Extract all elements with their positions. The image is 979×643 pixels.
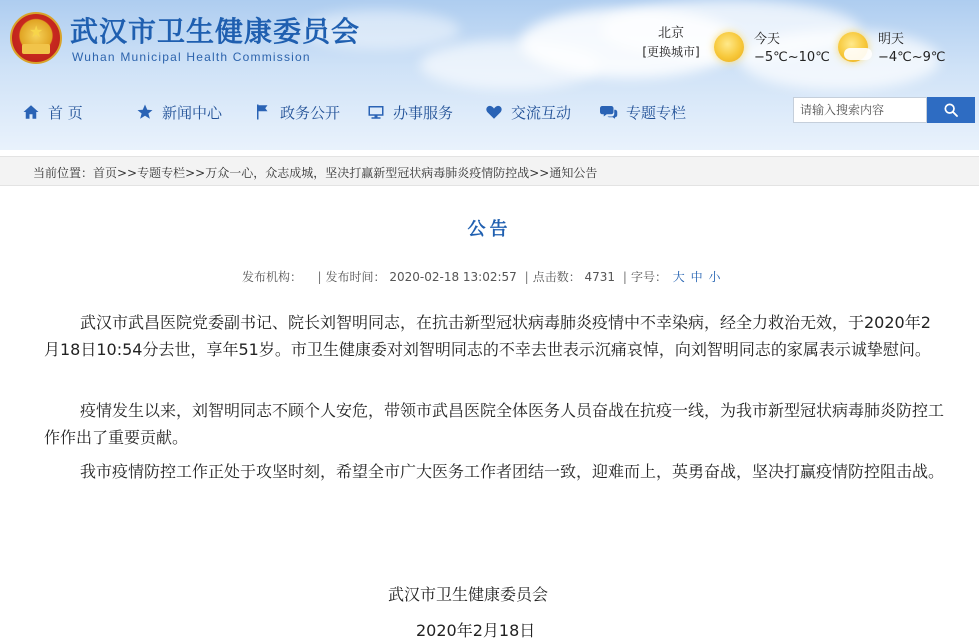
site-subtitle: Wuhan Municipal Health Commission bbox=[72, 50, 311, 64]
city-name: 北京 bbox=[657, 26, 684, 41]
weather-today-label: 今天 bbox=[754, 32, 781, 47]
nav-news[interactable] bbox=[136, 101, 222, 123]
search-input[interactable] bbox=[793, 97, 927, 123]
site-title[interactable]: 武汉市卫生健康委员会 bbox=[70, 15, 361, 48]
nav-interact[interactable] bbox=[485, 101, 571, 123]
chat-icon bbox=[600, 103, 618, 121]
nav-affairs-label: 政务公开 bbox=[280, 103, 341, 122]
publish-time-label: 发布时间： bbox=[325, 270, 386, 284]
weather-today-temp: −5℃~10℃ bbox=[754, 50, 830, 65]
click-count-label: 点击数： bbox=[532, 270, 581, 284]
breadcrumb-bar bbox=[0, 156, 979, 186]
weather-tomorrow-label: 明天 bbox=[878, 32, 905, 47]
article-paragraph: 我市疫情防控工作正处于攻坚时刻，希望全市广大医务工作者团结一致，迎难而上，英勇奋战，坚决打赢疫情防控阻击战。 bbox=[80, 462, 945, 481]
article-paragraph: 疫情发生以来，刘智明同志不顾个人安危，带领市武昌医院全体医务人员奋战在抗疫一线，为我市新型冠状病毒肺炎防控工作作出了重要贡献。 bbox=[44, 401, 945, 447]
signature-date: 2020年2月18日 bbox=[416, 621, 536, 640]
nav-topics[interactable] bbox=[600, 101, 686, 123]
nav-service[interactable] bbox=[367, 101, 453, 123]
search-box bbox=[793, 97, 975, 123]
article-body bbox=[44, 310, 944, 520]
article-title: 公告 bbox=[467, 219, 512, 240]
nav-home-label: 首 页 bbox=[48, 103, 83, 122]
home-icon bbox=[22, 103, 40, 121]
font-size-large-link[interactable]: 大 bbox=[672, 270, 685, 284]
nav-news-label: 新闻中心 bbox=[162, 103, 223, 122]
partly-sunny-icon bbox=[838, 32, 868, 62]
city-widget bbox=[640, 25, 702, 61]
article-paragraph: 武汉市武昌医院党委副书记、院长刘智明同志，在抗击新型冠状病毒肺炎疫情中不幸染病，经全力救治无效，于2020年2月18日10:54分去世，享年51岁。市卫生健康委对刘智明同志的不幸去世表示沉痛哀悼，向刘智明同志的家属表示诚挚慰问。 bbox=[44, 313, 931, 359]
breadcrumb[interactable]: 当前位置：首页>>专题专栏>>万众一心，众志成城，坚决打赢新型冠状病毒肺炎疫情防控战>>通知公告 bbox=[33, 166, 598, 180]
search-icon bbox=[943, 102, 959, 118]
change-city-link[interactable]: [更换城市] bbox=[642, 45, 700, 59]
monitor-icon bbox=[367, 103, 385, 121]
publisher-label: 发布机构： bbox=[242, 270, 303, 284]
flag-icon bbox=[254, 103, 272, 121]
site-header bbox=[0, 0, 979, 150]
weather-tomorrow-temp: −4℃~9℃ bbox=[878, 50, 946, 65]
sun-icon bbox=[714, 32, 744, 62]
star-icon: ★ bbox=[29, 22, 44, 41]
click-count-value: 4731 bbox=[584, 270, 616, 284]
nav-home[interactable] bbox=[22, 101, 83, 123]
nav-affairs[interactable] bbox=[254, 101, 340, 123]
nav-topics-label: 专题专栏 bbox=[626, 103, 687, 122]
star-icon bbox=[136, 103, 154, 121]
search-button[interactable] bbox=[927, 97, 975, 123]
heart-icon bbox=[485, 103, 503, 121]
font-size-medium-link[interactable]: 中 bbox=[690, 270, 703, 284]
font-size-label: 字号： bbox=[630, 270, 667, 284]
font-size-small-link[interactable]: 小 bbox=[708, 270, 721, 284]
nav-interact-label: 交流互动 bbox=[511, 103, 572, 122]
article-meta: 发布机构： | 发布时间： 2020-02-18 13:02:57 | 点击数： 4731 | 字号： 大 中 小 bbox=[242, 270, 721, 284]
nav-service-label: 办事服务 bbox=[393, 103, 454, 122]
publish-time-value: 2020-02-18 13:02:57 bbox=[389, 270, 517, 284]
signature-org: 武汉市卫生健康委员会 bbox=[388, 585, 549, 604]
national-emblem-logo[interactable] bbox=[10, 12, 62, 64]
